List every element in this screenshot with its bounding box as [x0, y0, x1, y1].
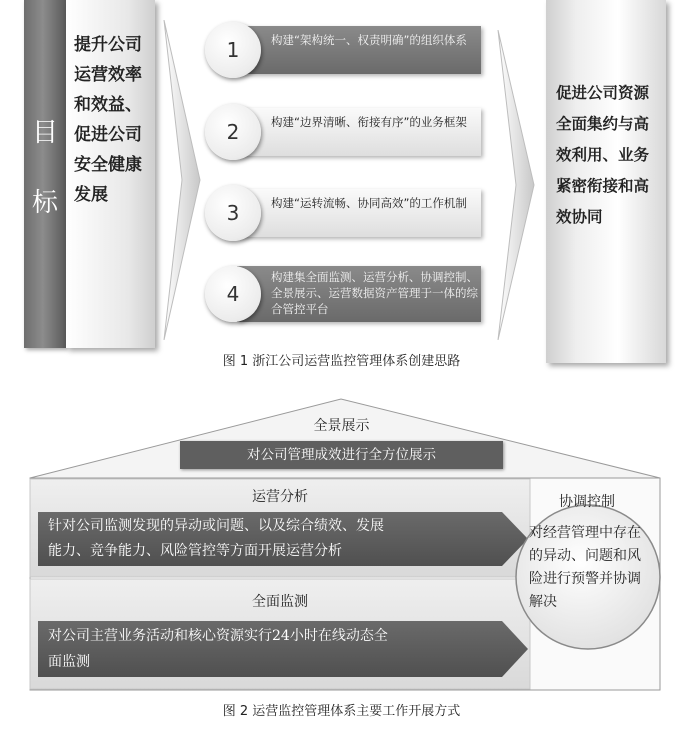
step-1	[205, 20, 485, 80]
goal-box	[66, 0, 155, 348]
analysis-line: 能力、竞争能力、风险管控等方面开展运营分析	[48, 543, 342, 559]
goal-label-tab	[24, 0, 66, 348]
step-number: 3	[205, 185, 261, 241]
step-bar	[237, 108, 481, 156]
coordination-label: 协调控制	[559, 494, 615, 510]
analysis-label: 运营分析	[252, 489, 308, 505]
step-2	[205, 102, 485, 162]
step-text: 构建集全面监测、运营分析、协调控制、全景展示、运营数据资产管理于一体的综合管控平台	[271, 270, 478, 316]
figure-2	[0, 395, 683, 695]
goal-label-char: 目	[31, 118, 58, 148]
coordination-text: 对经营管理中存在的异动、问题和风险进行预警并协调解决	[529, 525, 641, 610]
step-number: 2	[205, 104, 261, 160]
result-box	[546, 0, 666, 363]
left-chevron-arrow	[160, 20, 204, 340]
step-bar	[237, 26, 481, 74]
figure-2-caption: 图 2 运营监控管理体系主要工作开展方式	[222, 704, 461, 719]
roof-banner: 对公司管理成效进行全方位展示	[180, 441, 503, 469]
monitor-label: 全面监测	[252, 594, 308, 610]
step-number: 1	[205, 22, 261, 78]
goal-label-char: 标	[31, 188, 58, 218]
step-text: 构建“架构统一、权责明确”的组织体系	[271, 33, 467, 47]
step-bar	[237, 266, 481, 322]
step-text: 构建“运转流畅、协同高效”的工作机制	[271, 196, 467, 210]
right-chevron-arrow	[494, 30, 538, 340]
step-number: 4	[205, 266, 261, 322]
step-text: 构建“边界清晰、衔接有序”的业务框架	[271, 115, 467, 129]
monitor-line: 对公司主营业务活动和核心资源实行24小时在线动态全	[48, 628, 388, 644]
monitor-line: 面监测	[48, 654, 90, 670]
step-3	[205, 183, 485, 243]
step-4	[205, 264, 485, 324]
step-bar	[237, 189, 481, 237]
analysis-line: 针对公司监测发现的异动或问题、以及综合绩效、发展	[48, 518, 384, 534]
roof-label: 全景展示	[313, 418, 370, 434]
goal-text: 提升公司运营效率和效益、促进公司安全健康发展	[74, 35, 142, 205]
result-text: 促进公司资源全面集约与高效利用、业务紧密衔接和高效协同	[556, 84, 650, 226]
figure-1-caption: 图 1 浙江公司运营监控管理体系创建思路	[222, 354, 461, 369]
